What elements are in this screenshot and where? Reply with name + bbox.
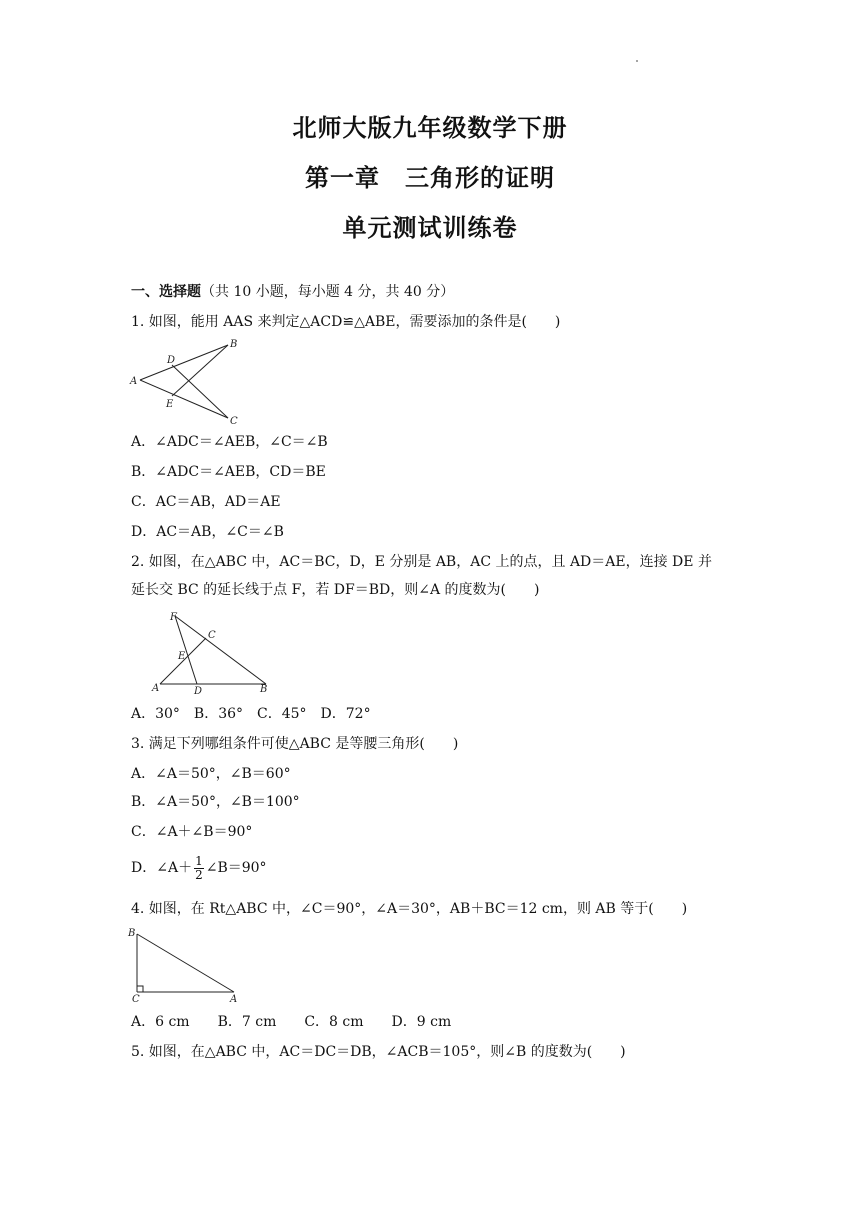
q3-stem: 3. 满足下列哪组条件可使△ABC 是等腰三角形( ) [131,736,459,752]
fraction-denominator: 2 [195,867,203,882]
q3-option-a: A．∠A＝50°，∠B＝60° [131,766,291,782]
q4-label-b: B [128,928,136,939]
q1-label-e: E [166,399,174,410]
q3-option-d-prefix: D．∠A＋ [131,860,193,876]
q4-options: A．6 cm B．7 cm C．8 cm D．9 cm [131,1014,452,1030]
q1-label-b: B [230,339,238,350]
q1-option-a: A．∠ADC＝∠AEB，∠C＝∠B [131,434,328,450]
q3-option-d-suffix: ∠B＝90° [205,860,267,876]
q2-label-b: B [260,684,268,695]
q2-options: A．30° B．36° C．45° D．72° [131,706,371,722]
fraction-numerator: 1 [195,853,203,868]
q2-stem-line1: 2. 如图，在△ABC 中，AC＝BC，D，E 分别是 AB，AC 上的点，且 AD＝AE，连接 DE 并 [131,554,712,570]
q4-label-c: C [132,994,140,1005]
section-label: 一、选择题 [131,284,201,300]
section-heading [131,283,454,301]
q1-figure [128,336,248,428]
q2-label-e: E [178,651,186,662]
q4-figure [126,924,246,1006]
q1-option-b: B．∠ADC＝∠AEB，CD＝BE [131,464,326,480]
q1-label-c: C [230,416,238,427]
fraction-half [194,855,204,882]
q1-option-c: C．AC＝AB，AD＝AE [131,494,281,510]
q2-label-c: C [208,630,216,641]
section-note: （共 10 小题，每小题 4 分，共 40 分） [201,284,455,300]
q3-option-b: B．∠A＝50°，∠B＝100° [131,794,300,810]
q2-label-f: F [170,612,177,623]
doc-title: 北师大版九年级数学下册 [292,114,568,142]
q3-option-c: C．∠A＋∠B＝90° [131,824,253,840]
q2-figure [150,608,280,698]
q2-stem-line2: 延长交 BC 的延长线于点 F，若 DF＝BD，则∠A 的度数为( ) [131,582,540,598]
q1-label-a: A [130,376,138,387]
q1-stem: 1. 如图，能用 AAS 来判定△ACD≌△ABE，需要添加的条件是( ) [131,314,561,330]
q1-label-d: D [167,355,176,366]
q2-label-a: A [152,683,160,694]
q1-option-d: D．AC＝AB，∠C＝∠B [131,524,284,540]
test-title: 单元测试训练卷 [342,214,518,242]
page-dot [636,60,638,62]
chapter-title: 第一章 三角形的证明 [305,164,555,192]
q4-stem: 4. 如图，在 Rt△ABC 中，∠C＝90°，∠A＝30°，AB＋BC＝12 cm，则 AB 等于( ) [131,901,688,917]
q5-stem: 5. 如图，在△ABC 中，AC＝DC＝DB，∠ACB＝105°，则∠B 的度数为( ) [131,1044,626,1060]
q2-label-d: D [194,686,203,697]
q4-label-a: A [230,994,238,1005]
q3-option-d [131,850,267,886]
